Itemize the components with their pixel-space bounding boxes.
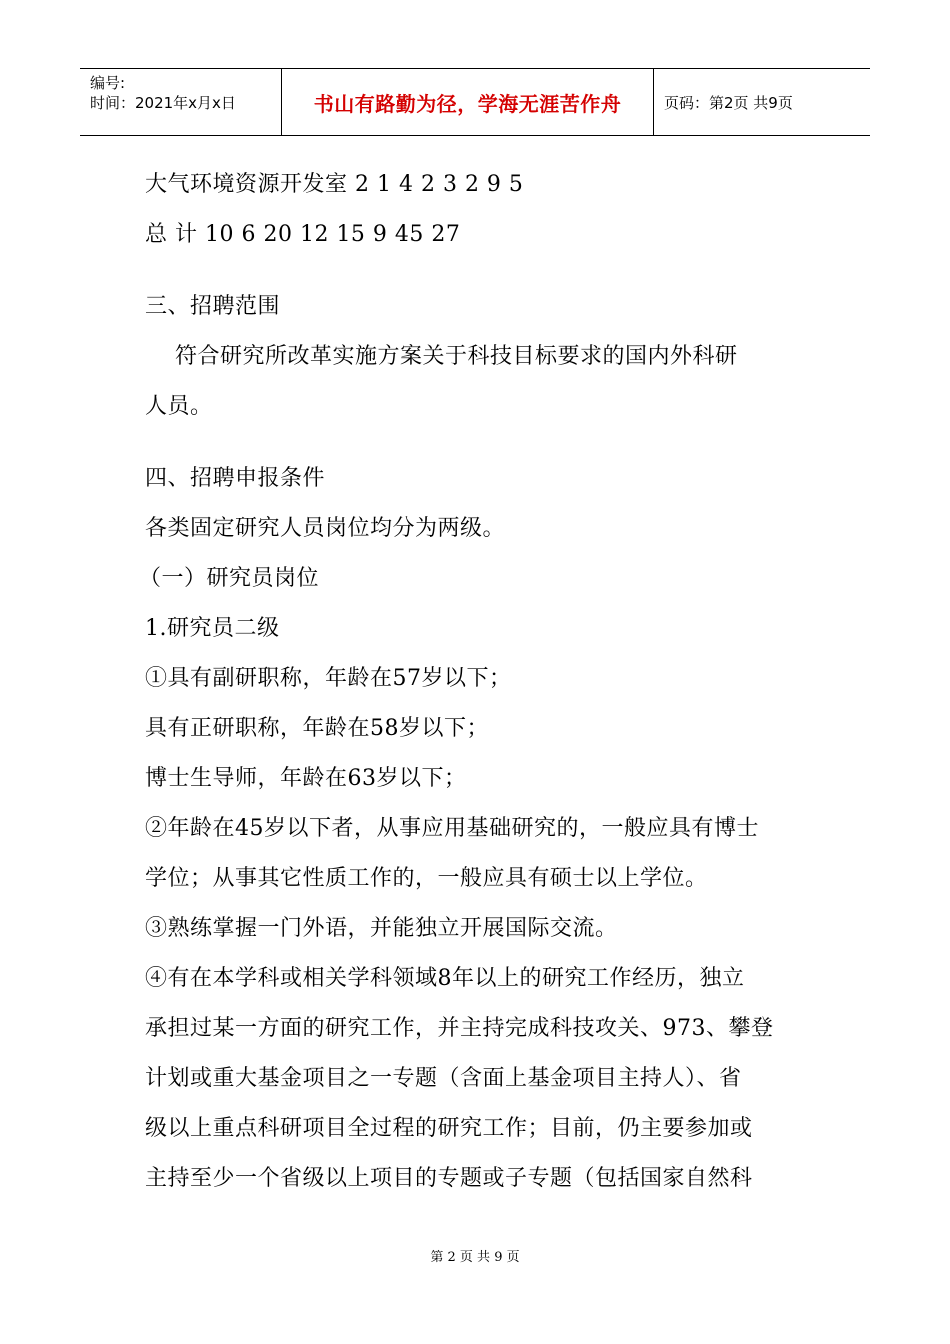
body-line: ④有在本学科或相关学科领域8年以上的研究工作经历，独立 [145,966,745,991]
body-line: 总 计 10 6 20 12 15 9 45 27 [145,222,461,247]
body-line: ②年龄在45岁以下者，从事应用基础研究的，一般应具有博士 [145,816,759,841]
header-meta-cell [80,69,282,135]
subsection-heading: 1.研究员二级 [145,616,280,641]
body-line: 大气环境资源开发室 2 1 4 2 3 2 9 5 [145,172,524,197]
body-line: 人员。 [145,394,213,419]
body-line: 符合研究所改革实施方案关于科技目标要求的国内外科研 [145,344,738,369]
section-heading: 四、招聘申报条件 [145,466,326,491]
document-header [80,68,870,136]
header-motto: 书山有路勤为径，学海无涯苦作舟 [282,69,654,135]
body-line: ①具有副研职称，年龄在57岁以下； [145,666,512,691]
body-line: 计划或重大基金项目之一专题（含面上基金项目主持人）、省 [145,1066,742,1091]
header-page-info: 页码：第2页 共9页 [664,93,793,112]
body-line: 博士生导师，年龄在63岁以下； [145,766,467,791]
document-time-label: 时间：2021年x月x日 [90,94,236,112]
body-line: 级以上重点科研项目全过程的研究工作；目前，仍主要参加或 [145,1116,753,1141]
body-line: 主持至少一个省级以上项目的专题或子专题（包括国家自然科 [145,1166,753,1191]
page-footer: 第 2 页 共 9 页 [430,1250,520,1265]
body-line: 各类固定研究人员岗位均分为两级。 [145,516,506,541]
body-line: 学位；从事其它性质工作的，一般应具有硕士以上学位。 [145,866,708,891]
body-line: 承担过某一方面的研究工作，并主持完成科技攻关、973、攀登 [145,1016,774,1041]
subsection-heading: （一）研究员岗位 [139,566,320,591]
section-heading: 三、招聘范围 [145,294,281,319]
body-line: 具有正研职称，年龄在58岁以下； [145,716,489,741]
document-number-label: 编号: [90,74,126,92]
body-line: ③熟练掌握一门外语，并能独立开展国际交流。 [145,916,618,941]
